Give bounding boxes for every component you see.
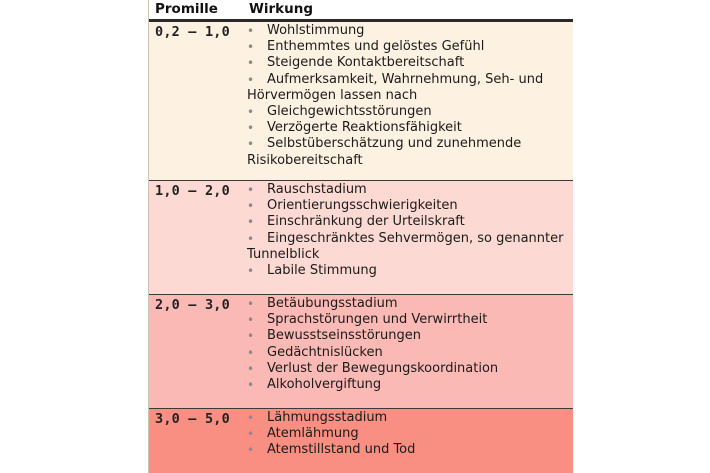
table-row-0-2-to-1-0 [149, 22, 573, 181]
list-item: • Aufmerksamkeit, Wahrnehmung, Seh- und Hörvermögen lassen nach [245, 72, 571, 104]
table-row-1-0-to-2-0 [149, 181, 573, 295]
range-cell: 2,0 – 3,0 [155, 297, 230, 313]
list-item: • Bewusstseinsstörungen [245, 328, 571, 344]
table-row-3-0-to-5-0 [149, 409, 573, 473]
list-item: • Eingeschränktes Sehvermögen, so genannter Tunnelblick [245, 231, 571, 263]
header-wirkung: Wirkung [249, 1, 314, 17]
list-item: • Gleichgewichtsstörungen [245, 104, 571, 120]
range-cell: 3,0 – 5,0 [155, 411, 230, 427]
range-cell: 0,2 – 1,0 [155, 24, 230, 40]
list-item: • Enthemmtes und gelöstes Gefühl [245, 39, 571, 55]
list-item: • Labile Stimmung [245, 263, 571, 279]
effects-list [245, 410, 571, 459]
list-item: • Alkoholvergiftung [245, 377, 571, 393]
list-item: • Verlust der Bewegungskoordination [245, 361, 571, 377]
list-item: • Steigende Kontaktbereitschaft [245, 55, 571, 71]
list-item: • Atemstillstand und Tod [245, 442, 571, 458]
list-item: • Wohlstimmung [245, 23, 571, 39]
list-item: • Verzögerte Reaktionsfähigkeit [245, 120, 571, 136]
list-item: • Betäubungsstadium [245, 296, 571, 312]
list-item: • Atemlähmung [245, 426, 571, 442]
list-item: • Gedächtnislücken [245, 345, 571, 361]
list-item: • Sprachstörungen und Verwirrtheit [245, 312, 571, 328]
list-item: • Einschränkung der Urteilskraft [245, 214, 571, 230]
list-item: • Selbstüberschätzung und zunehmende Risikobereitschaft [245, 136, 571, 168]
list-item: • Rauschstadium [245, 182, 571, 198]
list-item: • Orientierungsschwierigkeiten [245, 198, 571, 214]
effects-list [245, 296, 571, 393]
header-promille: Promille [155, 1, 218, 17]
list-item: • Lähmungsstadium [245, 410, 571, 426]
table-row-2-0-to-3-0 [149, 295, 573, 409]
effects-list [245, 23, 571, 169]
range-cell: 1,0 – 2,0 [155, 183, 230, 199]
effects-list [245, 182, 571, 279]
alcohol-effects-table [148, 0, 573, 473]
table-header [149, 0, 573, 22]
